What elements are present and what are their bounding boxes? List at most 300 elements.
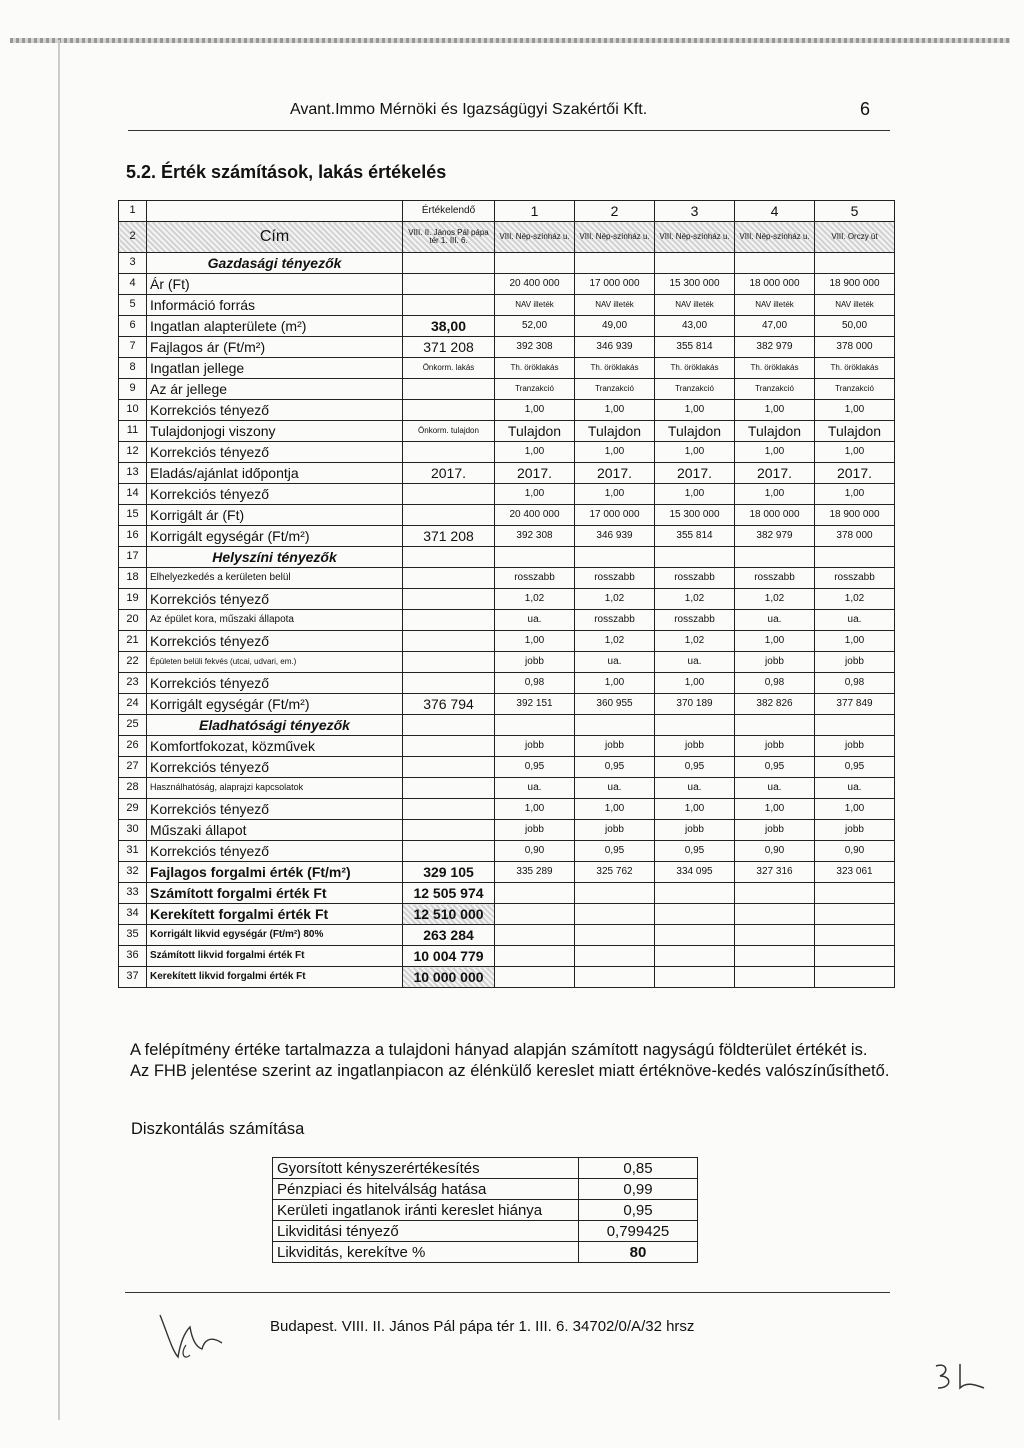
comparable-value: 370 189 [655, 694, 735, 715]
comparable-value: Tranzakció [495, 379, 575, 400]
comparable-value: jobb [495, 736, 575, 757]
comparable-value: jobb [815, 820, 895, 841]
comparable-value: 17 000 000 [575, 274, 655, 295]
comparable-value: 1,00 [655, 400, 735, 421]
empty-cell [575, 715, 655, 736]
comparable-value: 0,90 [815, 841, 895, 862]
comparable-value: 0,95 [735, 757, 815, 778]
subject-value: 329 105 [403, 862, 495, 883]
comparable-value: 1,00 [495, 631, 575, 652]
row-number: 7 [119, 337, 147, 358]
comparable-value: 1,00 [655, 799, 735, 820]
subject-value [403, 673, 495, 694]
comparable-value: 1,00 [735, 400, 815, 421]
comparable-value: 2017. [655, 463, 735, 484]
table-row [119, 463, 895, 484]
row-label: Fajlagos forgalmi érték (Ft/m²) [147, 862, 403, 883]
row-label: Ingatlan alapterülete (m²) [147, 316, 403, 337]
comparable-value: Tranzakció [735, 379, 815, 400]
row-number: 11 [119, 421, 147, 442]
empty-cell [735, 946, 815, 967]
comparable-value: 346 939 [575, 337, 655, 358]
table-row [119, 589, 895, 610]
comparable-value: ua. [495, 778, 575, 799]
empty-cell [495, 904, 575, 925]
page-number: 6 [860, 99, 871, 119]
subject-value [403, 841, 495, 862]
header-subject: Értékelendő [403, 201, 495, 222]
comparable-value: 382 979 [735, 526, 815, 547]
comparable-value: 0,98 [735, 673, 815, 694]
address-row [119, 222, 895, 253]
row-label: Korrekciós tényező [147, 841, 403, 862]
empty-cell [495, 715, 575, 736]
comparable-value: 346 939 [575, 526, 655, 547]
empty-cell [735, 925, 815, 946]
row-number: 12 [119, 442, 147, 463]
comparable-value: 355 814 [655, 526, 735, 547]
row-label: Korrigált egységár (Ft/m²) [147, 694, 403, 715]
empty-cell [655, 883, 735, 904]
empty-cell [495, 967, 575, 988]
comparable-value: 0,90 [735, 841, 815, 862]
comparable-value: 0,95 [575, 841, 655, 862]
row-number: 23 [119, 673, 147, 694]
table-row [119, 358, 895, 379]
address-comparable-3: VIII. Nép-színház u. [655, 222, 735, 253]
subject-value: Önkorm. tulajdon [403, 421, 495, 442]
company-header: Avant.Immo Mérnöki és Igazságügyi Szakértői Kft. [290, 101, 648, 118]
empty-cell [495, 547, 575, 568]
header-comparable-1: 1 [495, 201, 575, 222]
row-label: Korrekciós tényező [147, 442, 403, 463]
comparable-value: ua. [655, 652, 735, 673]
comparable-value: 378 000 [815, 526, 895, 547]
row-number: 25 [119, 715, 147, 736]
row-number: 4 [119, 274, 147, 295]
comparable-value: 1,00 [815, 442, 895, 463]
comparable-value: NAV illeték [735, 295, 815, 316]
empty-cell [403, 253, 495, 274]
subject-value: 10 004 779 [403, 946, 495, 967]
comparable-value: 1,02 [575, 589, 655, 610]
empty-cell [815, 946, 895, 967]
comparable-value: jobb [495, 652, 575, 673]
row-label: Korrekciós tényező [147, 400, 403, 421]
header-comparable-4: 4 [735, 201, 815, 222]
empty-cell [655, 547, 735, 568]
empty-cell [735, 253, 815, 274]
address-comparable-4: VIII. Nép-színház u. [735, 222, 815, 253]
empty-cell [735, 967, 815, 988]
comparable-value: ua. [575, 778, 655, 799]
row-label: Információ forrás [147, 295, 403, 316]
valuation-table [118, 200, 895, 988]
table-row [119, 652, 895, 673]
subject-value [403, 505, 495, 526]
empty-cell [575, 946, 655, 967]
footer-rule [125, 1292, 890, 1293]
subject-value [403, 820, 495, 841]
comparable-value: 334 095 [655, 862, 735, 883]
comparable-value: 392 308 [495, 337, 575, 358]
address-comparable-5: VIII. Orczy út [815, 222, 895, 253]
empty-cell [495, 883, 575, 904]
row-label: Komfortfokozat, közművek [147, 736, 403, 757]
comparable-value: 1,00 [575, 799, 655, 820]
header-comparable-2: 2 [575, 201, 655, 222]
table-row [119, 757, 895, 778]
comparable-value: 360 955 [575, 694, 655, 715]
discount-row [273, 1158, 698, 1179]
table-row [119, 295, 895, 316]
empty-cell [575, 904, 655, 925]
row-number: 16 [119, 526, 147, 547]
comparable-value: 1,00 [815, 799, 895, 820]
comparable-value: 15 300 000 [655, 274, 735, 295]
row-label: Ingatlan jellege [147, 358, 403, 379]
subject-value [403, 442, 495, 463]
table-row [119, 442, 895, 463]
comparable-value: NAV illeték [575, 295, 655, 316]
row-label: Épületen belüli fekvés (utcai, udvari, em.) [147, 652, 403, 673]
note-paragraph: A felépítmény értéke tartalmazza a tulajdoni hányad alapján számított nagyságú földterület értékét is. Az FHB jelentése szerint az ingatlanpiacon az élénkülő kereslet miatt értéknöve-kedés valószínűsíthető. [130, 1041, 890, 1081]
comparable-value: 1,02 [815, 589, 895, 610]
empty-cell [815, 715, 895, 736]
table-row [119, 547, 895, 568]
discount-label: Gyorsított kényszerértékesítés [273, 1158, 579, 1179]
comparable-value: NAV illeték [495, 295, 575, 316]
table-row [119, 841, 895, 862]
table-row [119, 400, 895, 421]
empty-cell [655, 967, 735, 988]
comparable-value: jobb [655, 736, 735, 757]
subject-value [403, 652, 495, 673]
row-number: 3 [119, 253, 147, 274]
discount-row [273, 1221, 698, 1242]
comparable-value: 47,00 [735, 316, 815, 337]
comparable-value: jobb [815, 652, 895, 673]
comparable-value: 1,00 [655, 442, 735, 463]
table-row [119, 946, 895, 967]
row-number: 21 [119, 631, 147, 652]
empty-cell [815, 967, 895, 988]
comparable-value: jobb [575, 736, 655, 757]
comparable-value: 49,00 [575, 316, 655, 337]
row-number: 1 [119, 201, 147, 222]
table-row [119, 799, 895, 820]
comparable-value: ua. [735, 778, 815, 799]
comparable-value: Tulajdon [655, 421, 735, 442]
discount-row [273, 1179, 698, 1200]
empty-cell [495, 925, 575, 946]
empty-cell [495, 946, 575, 967]
comparable-value: 1,00 [655, 673, 735, 694]
comparable-value: 1,00 [575, 673, 655, 694]
discount-value: 0,799425 [579, 1221, 698, 1242]
comparable-value: rosszabb [655, 610, 735, 631]
comparable-value: 0,95 [815, 757, 895, 778]
row-label: Eladás/ajánlat időpontja [147, 463, 403, 484]
empty-cell [655, 253, 735, 274]
discount-row [273, 1200, 698, 1221]
subject-value [403, 778, 495, 799]
row-label: Az épület kora, műszaki állapota [147, 610, 403, 631]
empty-cell [815, 253, 895, 274]
empty-cell [655, 925, 735, 946]
comparable-value: 1,00 [735, 442, 815, 463]
section-label: Eladhatósági tényezők [147, 715, 403, 736]
empty-cell [815, 925, 895, 946]
row-number: 26 [119, 736, 147, 757]
comparable-value: 0,98 [815, 673, 895, 694]
row-number: 5 [119, 295, 147, 316]
empty-cell [403, 547, 495, 568]
comparable-value: 323 061 [815, 862, 895, 883]
comparable-value: 1,00 [655, 484, 735, 505]
row-number: 36 [119, 946, 147, 967]
table-row [119, 253, 895, 274]
table-row [119, 568, 895, 589]
subject-value: 12 510 000 [403, 904, 495, 925]
comparable-value: 2017. [735, 463, 815, 484]
comparable-value: 1,02 [655, 631, 735, 652]
empty-cell [655, 904, 735, 925]
comparable-value: 1,00 [495, 484, 575, 505]
table-row [119, 316, 895, 337]
row-number: 10 [119, 400, 147, 421]
row-label: Elhelyezkedés a kerületen belül [147, 568, 403, 589]
comparable-value: 1,00 [495, 799, 575, 820]
comparable-value: 1,00 [575, 484, 655, 505]
table-row [119, 862, 895, 883]
row-number: 14 [119, 484, 147, 505]
empty-cell [575, 925, 655, 946]
comparable-value: ua. [655, 778, 735, 799]
discount-table [272, 1157, 698, 1263]
table-row [119, 820, 895, 841]
comparable-value: Tulajdon [495, 421, 575, 442]
row-label: Számított likvid forgalmi érték Ft [147, 946, 403, 967]
comparable-value: 50,00 [815, 316, 895, 337]
row-number: 17 [119, 547, 147, 568]
table-row [119, 778, 895, 799]
signature-icon [150, 1305, 240, 1365]
row-number: 30 [119, 820, 147, 841]
discount-row [273, 1242, 698, 1263]
comparable-value: ua. [815, 610, 895, 631]
empty-cell [575, 253, 655, 274]
subject-value [403, 379, 495, 400]
empty-cell [575, 967, 655, 988]
comparable-value: 355 814 [655, 337, 735, 358]
subject-value: 12 505 974 [403, 883, 495, 904]
subject-value [403, 736, 495, 757]
discount-value: 0,85 [579, 1158, 698, 1179]
empty-cell [403, 715, 495, 736]
section-label: Helyszíni tényezők [147, 547, 403, 568]
comparable-value: ua. [735, 610, 815, 631]
subject-value: 10 000 000 [403, 967, 495, 988]
comparable-value: Th. öröklakás [655, 358, 735, 379]
table-row [119, 904, 895, 925]
address-label: Cím [147, 222, 403, 253]
empty-cell [815, 883, 895, 904]
handwritten-page-mark-icon [930, 1358, 990, 1394]
empty-cell [655, 946, 735, 967]
row-label: Tulajdonjogi viszony [147, 421, 403, 442]
row-number: 15 [119, 505, 147, 526]
row-label: Korrigált ár (Ft) [147, 505, 403, 526]
row-number: 2 [119, 222, 147, 253]
comparable-value: ua. [575, 652, 655, 673]
comparable-value: 0,95 [575, 757, 655, 778]
comparable-value: jobb [735, 820, 815, 841]
header-comparable-3: 3 [655, 201, 735, 222]
comparable-value: 18 000 000 [735, 505, 815, 526]
empty-cell [735, 904, 815, 925]
empty-cell [815, 547, 895, 568]
row-label: Korrigált likvid egységár (Ft/m²) 80% [147, 925, 403, 946]
comparable-value: 1,00 [815, 400, 895, 421]
comparable-value: Tranzakció [655, 379, 735, 400]
subject-value: 263 284 [403, 925, 495, 946]
comparable-value: ua. [815, 778, 895, 799]
empty-cell [735, 715, 815, 736]
table-row [119, 694, 895, 715]
comparable-value: jobb [655, 820, 735, 841]
row-number: 6 [119, 316, 147, 337]
scan-top-border [10, 38, 1010, 43]
comparable-value: jobb [735, 736, 815, 757]
comparable-value: 1,00 [815, 484, 895, 505]
discount-label: Kerületi ingatlanok iránti kereslet hiánya [273, 1200, 579, 1221]
comparable-value: jobb [495, 820, 575, 841]
subject-value [403, 799, 495, 820]
row-label: Műszaki állapot [147, 820, 403, 841]
table-row [119, 925, 895, 946]
subject-value [403, 757, 495, 778]
table-row [119, 526, 895, 547]
header-comparable-5: 5 [815, 201, 895, 222]
comparable-value: 1,02 [575, 631, 655, 652]
comparable-value: NAV illeték [655, 295, 735, 316]
subject-value: Önkorm. lakás [403, 358, 495, 379]
comparable-value: 0,98 [495, 673, 575, 694]
comparable-value: Th. öröklakás [495, 358, 575, 379]
row-number: 35 [119, 925, 147, 946]
comparable-value: 382 826 [735, 694, 815, 715]
row-number: 9 [119, 379, 147, 400]
empty-cell [815, 904, 895, 925]
discount-value: 0,99 [579, 1179, 698, 1200]
comparable-value: 17 000 000 [575, 505, 655, 526]
subject-value [403, 274, 495, 295]
comparable-value: 2017. [495, 463, 575, 484]
comparable-value: 1,00 [735, 631, 815, 652]
comparable-value: NAV illeték [815, 295, 895, 316]
comparable-value: 1,02 [495, 589, 575, 610]
row-number: 32 [119, 862, 147, 883]
comparable-value: rosszabb [575, 610, 655, 631]
comparable-value: 1,00 [575, 400, 655, 421]
row-label: Korrekciós tényező [147, 589, 403, 610]
comparable-value: Tulajdon [575, 421, 655, 442]
row-label: Korrigált egységár (Ft/m²) [147, 526, 403, 547]
discount-value: 0,95 [579, 1200, 698, 1221]
empty-cell [735, 883, 815, 904]
table-header-row [119, 201, 895, 222]
scan-left-edge [58, 40, 60, 1420]
comparable-value: 1,00 [495, 400, 575, 421]
row-label: Korrekciós tényező [147, 799, 403, 820]
subject-value [403, 631, 495, 652]
row-label: Számított forgalmi érték Ft [147, 883, 403, 904]
comparable-value: jobb [815, 736, 895, 757]
comparable-value: rosszabb [575, 568, 655, 589]
table-row [119, 484, 895, 505]
comparable-value: 1,00 [575, 442, 655, 463]
comparable-value: 377 849 [815, 694, 895, 715]
row-number: 28 [119, 778, 147, 799]
table-row [119, 673, 895, 694]
comparable-value: Tranzakció [575, 379, 655, 400]
discount-label: Likviditási tényező [273, 1221, 579, 1242]
comparable-value: Tulajdon [735, 421, 815, 442]
comparable-value: 2017. [575, 463, 655, 484]
row-number: 19 [119, 589, 147, 610]
row-label: Kerekített likvid forgalmi érték Ft [147, 967, 403, 988]
subject-value [403, 295, 495, 316]
subject-value [403, 610, 495, 631]
comparable-value: 20 400 000 [495, 505, 575, 526]
row-label: Ár (Ft) [147, 274, 403, 295]
row-number: 18 [119, 568, 147, 589]
comparable-value: rosszabb [655, 568, 735, 589]
subject-value [403, 589, 495, 610]
comparable-value: 378 000 [815, 337, 895, 358]
footer-address: Budapest. VIII. II. János Pál pápa tér 1. III. 6. 34702/0/A/32 hrsz [270, 1318, 695, 1335]
table-row [119, 505, 895, 526]
comparable-value: 18 900 000 [815, 505, 895, 526]
comparable-value: jobb [735, 652, 815, 673]
comparable-value: 0,95 [655, 841, 735, 862]
subject-value: 2017. [403, 463, 495, 484]
header-blank [147, 201, 403, 222]
row-number: 27 [119, 757, 147, 778]
row-number: 22 [119, 652, 147, 673]
comparable-value: Th. öröklakás [735, 358, 815, 379]
row-label: Korrekciós tényező [147, 673, 403, 694]
table-row [119, 883, 895, 904]
discount-label: Likviditás, kerekítve % [273, 1242, 579, 1263]
section-title: 5.2. Érték számítások, lakás értékelés [126, 162, 447, 182]
comparable-value: 392 151 [495, 694, 575, 715]
row-number: 20 [119, 610, 147, 631]
row-label: Az ár jellege [147, 379, 403, 400]
subject-value [403, 568, 495, 589]
table-row [119, 610, 895, 631]
row-number: 34 [119, 904, 147, 925]
comparable-value: 1,02 [655, 589, 735, 610]
row-label: Használhatóság, alaprajzi kapcsolatok [147, 778, 403, 799]
row-label: Korrekciós tényező [147, 484, 403, 505]
comparable-value: 1,00 [815, 631, 895, 652]
row-number: 8 [119, 358, 147, 379]
header-rule [128, 130, 890, 131]
address-comparable-1: VIII. Nép-színház u. [495, 222, 575, 253]
subject-value [403, 484, 495, 505]
